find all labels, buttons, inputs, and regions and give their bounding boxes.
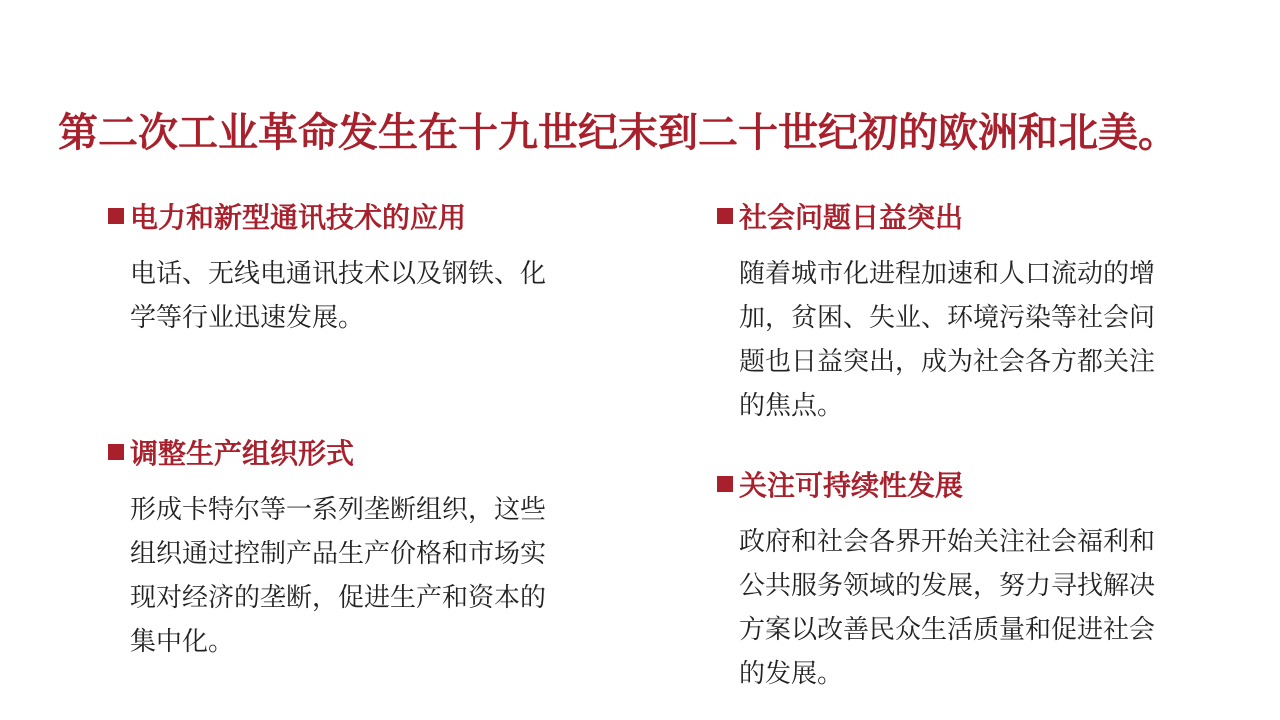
section-heading-text: 关注可持续性发展 — [739, 469, 964, 502]
section-heading-text: 电力和新型通讯技术的应用 — [130, 201, 467, 234]
section-body: 电话、无线电通讯技术以及钢铁、化学等行业迅速发展。 — [130, 259, 547, 333]
section-heading-text: 调整生产组织形式 — [130, 437, 355, 470]
slide-title: 第二次工业革命发生在十九世纪末到二十世纪初的欧洲和北美。 — [58, 109, 1178, 156]
square-bullet-icon — [717, 208, 733, 224]
section-body: 政府和社会各界开始关注社会福利和公共服务领域的发展，努力寻找解决方案以改善民众生活质量和促进社会的发展。 — [739, 527, 1156, 689]
section-heading — [108, 432, 578, 472]
square-bullet-icon — [108, 208, 124, 224]
section-body: 形成卡特尔等一系列垄断组织，这些组织通过控制产品生产价格和市场实现对经济的垄断，促进生产和资本的集中化。 — [130, 495, 547, 657]
square-bullet-icon — [717, 476, 733, 492]
section-heading — [717, 196, 1187, 236]
section-social-problems — [717, 196, 1187, 428]
section-production-organization — [108, 432, 578, 664]
section-body: 随着城市化进程加速和人口流动的增加，贫困、失业、环境污染等社会问题也日益突出，成为社会各方都关注的焦点。 — [739, 259, 1156, 421]
section-heading-text: 社会问题日益突出 — [739, 201, 964, 234]
section-power-communication — [108, 196, 578, 340]
square-bullet-icon — [108, 444, 124, 460]
section-heading — [717, 464, 1187, 504]
section-heading — [108, 196, 578, 236]
section-sustainable-development — [717, 464, 1187, 696]
